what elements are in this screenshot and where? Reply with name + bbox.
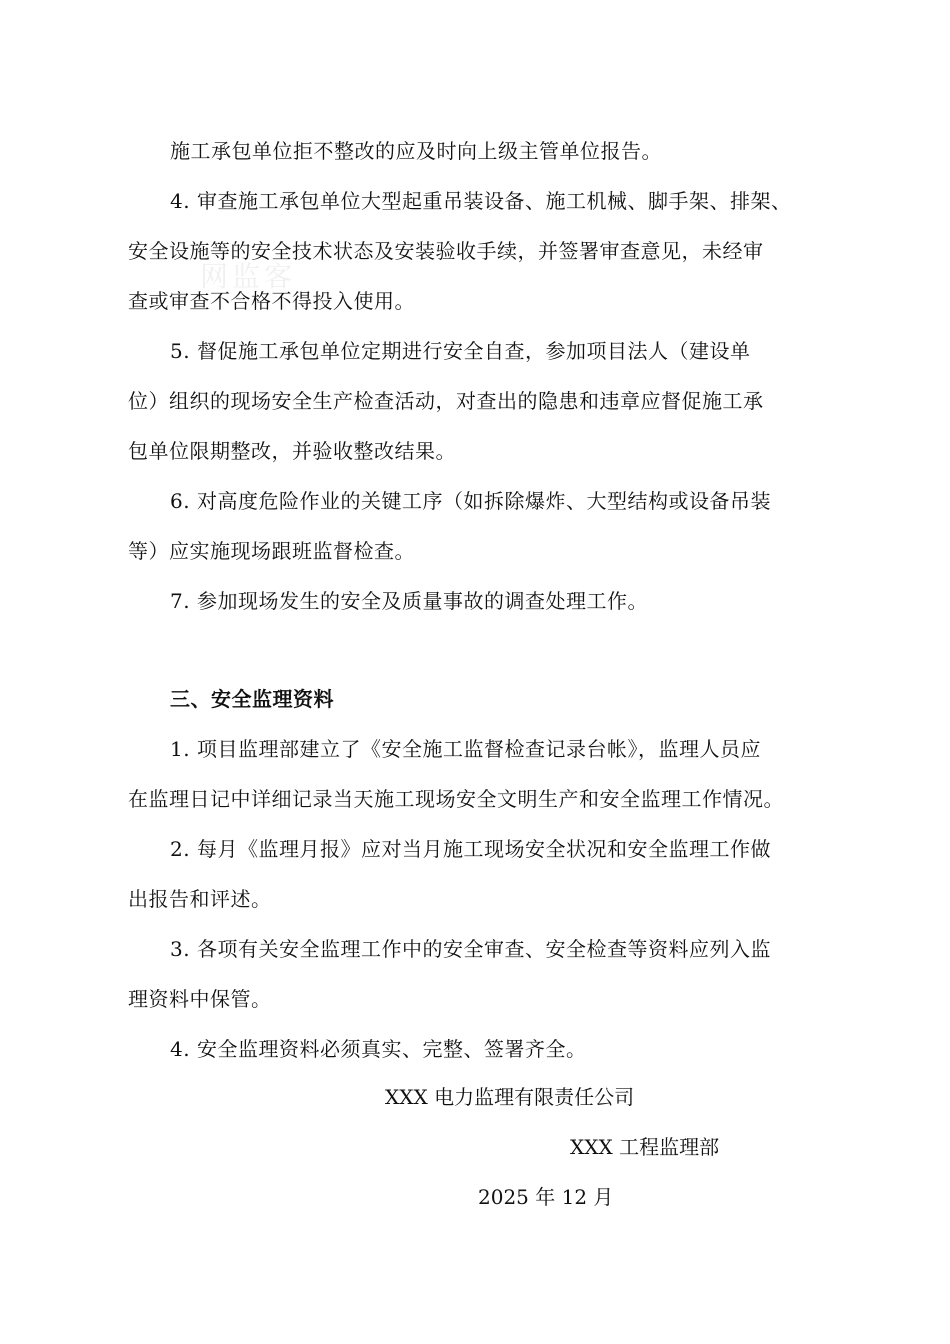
paragraph-line: 5. 督促施工承包单位定期进行安全自查，参加项目法人（建设单 [170, 339, 751, 363]
signature-company: XXX 电力监理有限责任公司 [385, 1085, 635, 1109]
paragraph-line: 查或审查不合格不得投入使用。 [128, 289, 415, 313]
watermark: 网监客 [200, 260, 297, 293]
paragraph-line: 施工承包单位拒不整改的应及时向上级主管单位报告。 [170, 139, 662, 163]
paragraph-line: 出报告和评述。 [128, 887, 272, 911]
section-heading: 三、安全监理资料 [170, 687, 334, 711]
paragraph-line: 位）组织的现场安全生产检查活动，对查出的隐患和违章应督促施工承 [128, 389, 764, 413]
signature-department: XXX 工程监理部 [570, 1135, 720, 1159]
paragraph-line: 4. 审查施工承包单位大型起重吊装设备、施工机械、脚手架、排架、 [170, 189, 792, 213]
paragraph-line: 理资料中保管。 [128, 987, 272, 1011]
paragraph-line: 4. 安全监理资料必须真实、完整、签署齐全。 [170, 1037, 587, 1061]
paragraph-line: 在监理日记中详细记录当天施工现场安全文明生产和安全监理工作情况。 [128, 787, 784, 811]
paragraph-line: 7. 参加现场发生的安全及质量事故的调查处理工作。 [170, 589, 648, 613]
paragraph-line: 包单位限期整改，并验收整改结果。 [128, 439, 456, 463]
paragraph-line: 6. 对高度危险作业的关键工序（如拆除爆炸、大型结构或设备吊装 [170, 489, 771, 513]
paragraph-line: 1. 项目监理部建立了《安全施工监督检查记录台帐》，监理人员应 [170, 737, 761, 761]
paragraph-line: 2. 每月《监理月报》应对当月施工现场安全状况和安全监理工作做 [170, 837, 771, 861]
paragraph-line: 3. 各项有关安全监理工作中的安全审查、安全检查等资料应列入监 [170, 937, 771, 961]
signature-date: 2025 年 12 月 [478, 1185, 614, 1209]
paragraph-line: 安全设施等的安全技术状态及安装验收手续，并签署审查意见，未经审 [128, 239, 764, 263]
paragraph-line: 等）应实施现场跟班监督检查。 [128, 539, 415, 563]
